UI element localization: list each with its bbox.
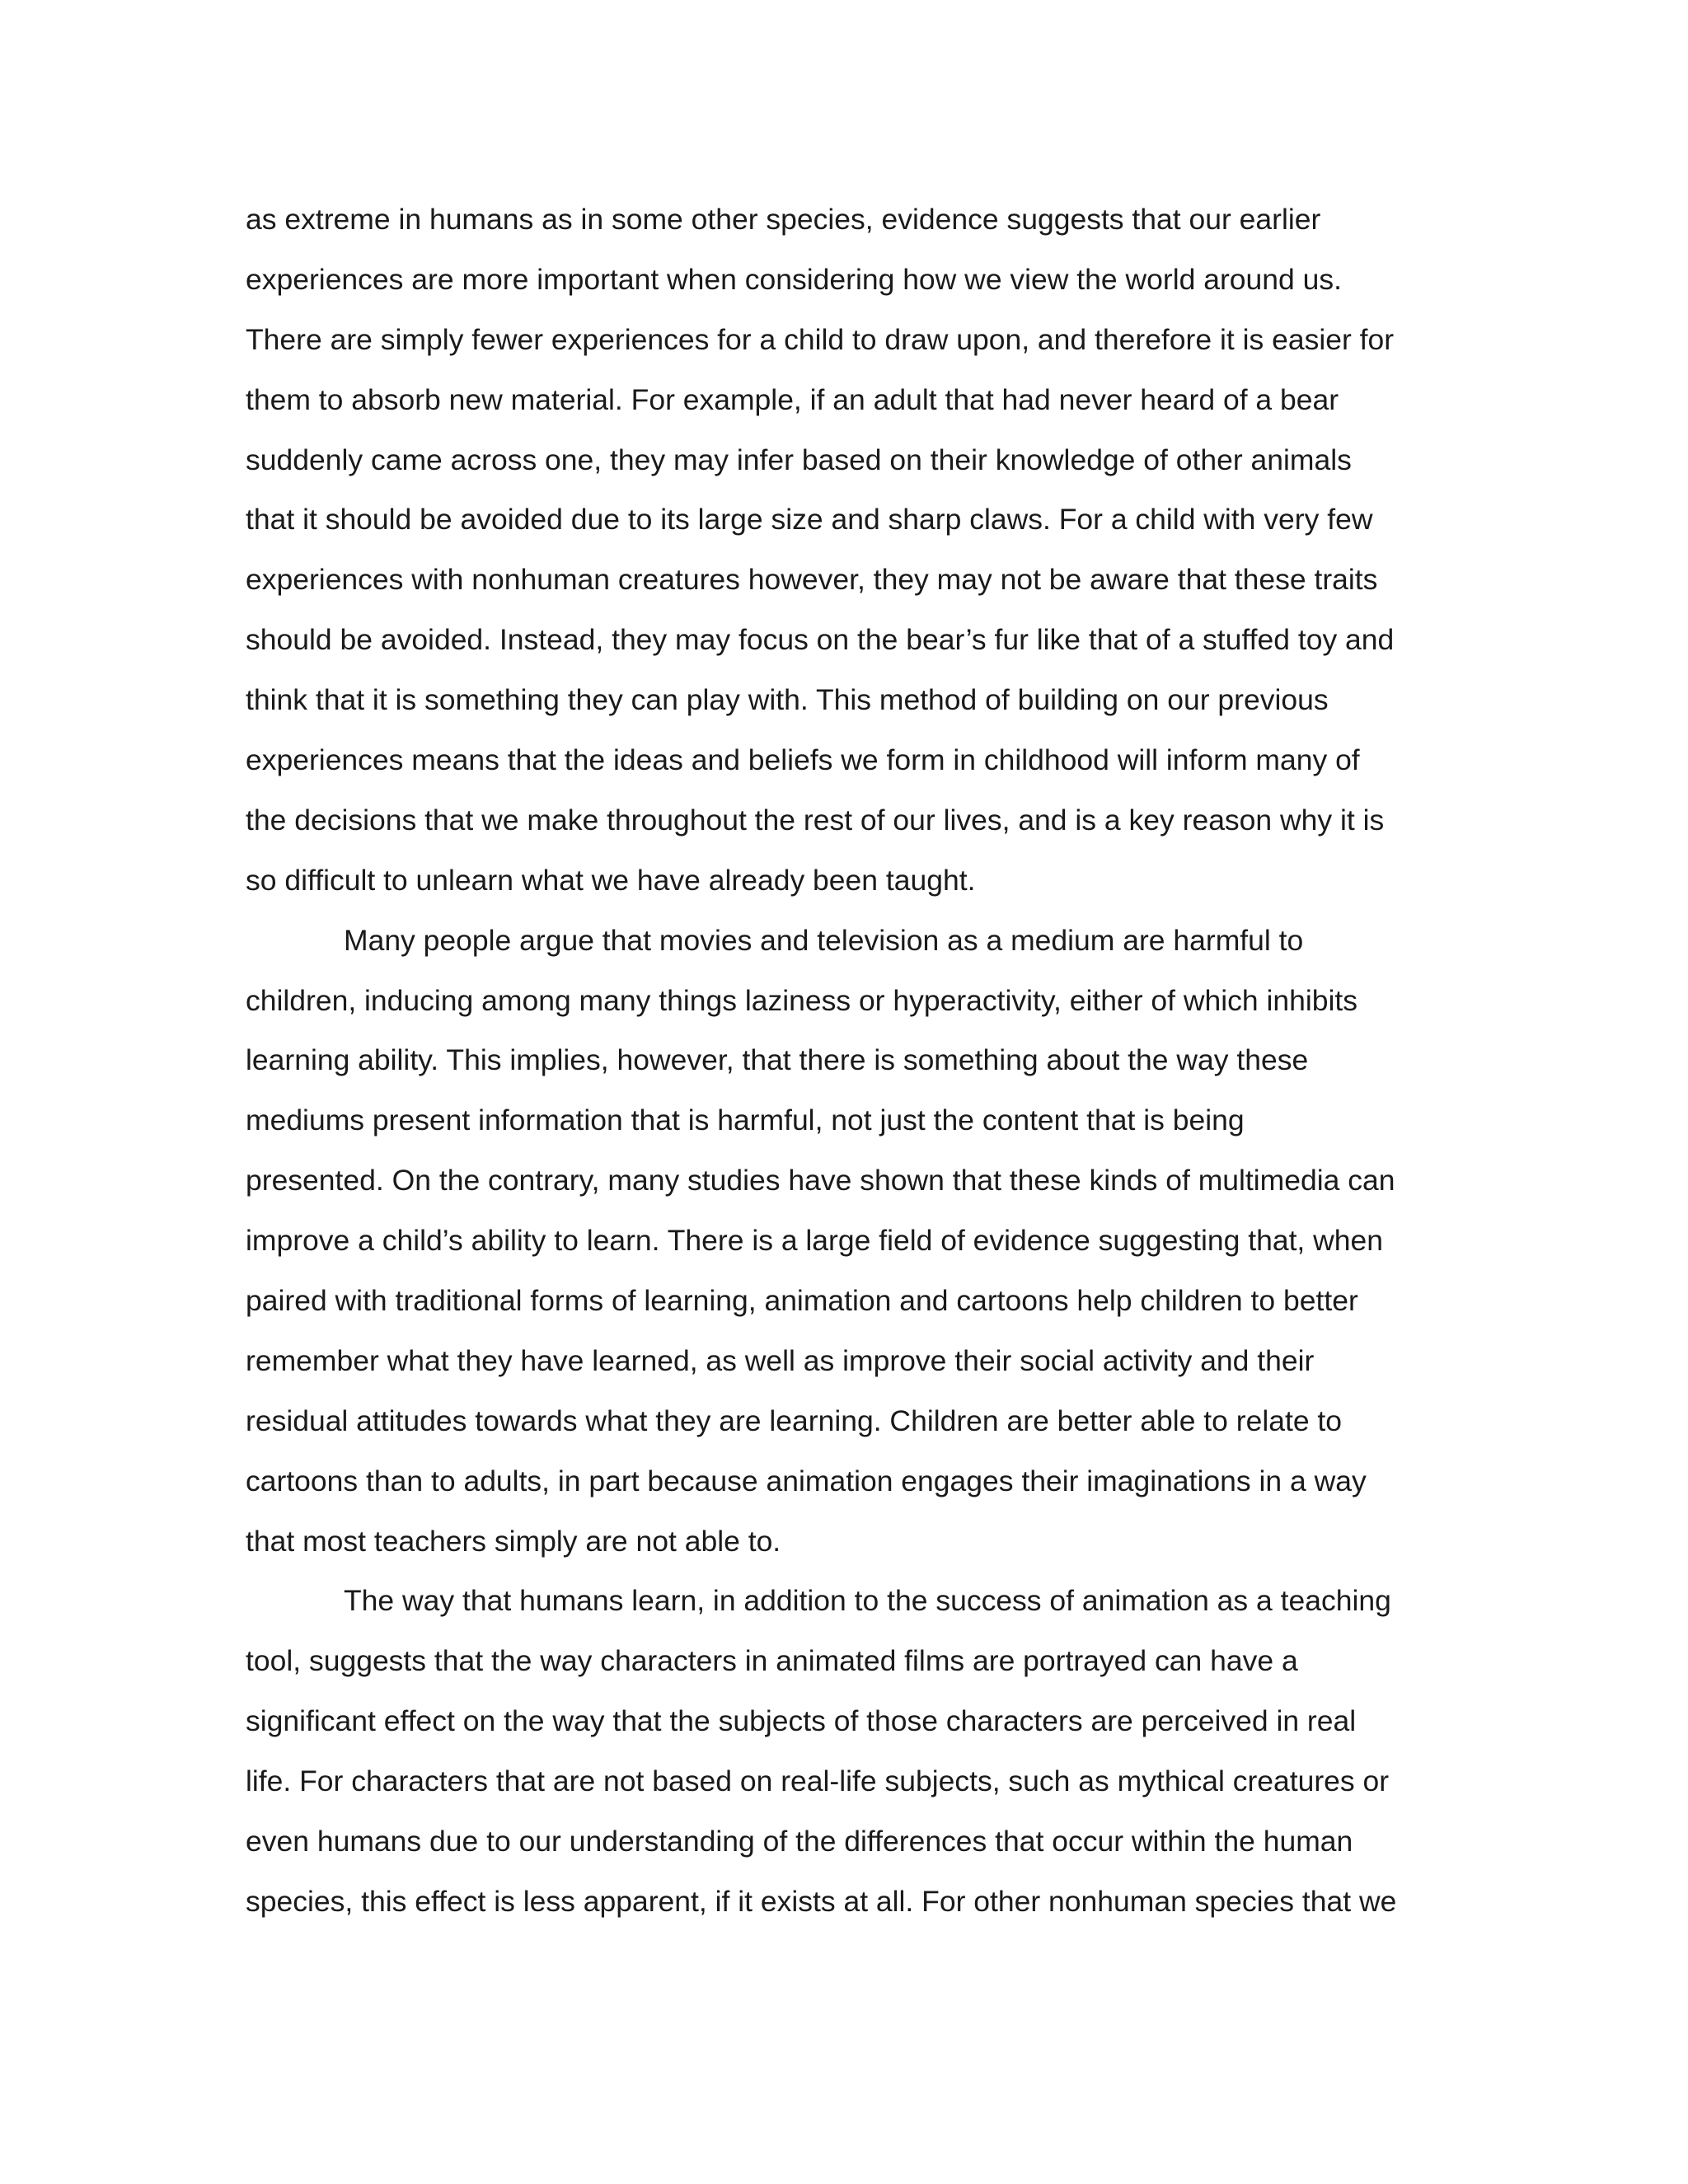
text-line: that it should be avoided due to its large size and sharp claws. For a child with very few [246, 503, 1373, 537]
text-line: even humans due to our understanding of the differences that occur within the human [246, 1825, 1353, 1858]
paragraph-first-line: The way that humans learn, in addition to the success of animation as a teaching [344, 1584, 1391, 1618]
text-line: think that it is something they can play with. This method of building on our previous [246, 683, 1329, 717]
text-line: cartoons than to adults, in part because animation engages their imaginations in a way [246, 1464, 1367, 1497]
text-line: experiences are more important when considering how we view the world around us. [246, 262, 1342, 296]
text-line: improve a child’s ability to learn. There is a large field of evidence suggesting that, when [246, 1224, 1384, 1258]
body-text [246, 195, 1449, 1938]
text-line: the decisions that we make throughout the rest of our lives, and is a key reason why it is [246, 803, 1385, 837]
text-line: should be avoided. Instead, they may focus on the bear’s fur like that of a stuffed toy and [246, 623, 1395, 657]
text-line: residual attitudes towards what they are learning. Children are better able to relate to [246, 1404, 1343, 1437]
text-line: paired with traditional forms of learning, animation and cartoons help children to better [246, 1284, 1358, 1318]
text-line: suddenly came across one, they may infer based on their knowledge of other animals [246, 443, 1352, 476]
text-line: significant effect on the way that the subjects of those characters are perceived in real [246, 1704, 1357, 1738]
text-line: learning ability. This implies, however, that there is something about the way these [246, 1043, 1309, 1077]
text-line: experiences means that the ideas and beliefs we form in childhood will inform many of [246, 743, 1360, 777]
text-line: life. For characters that are not based on real-life subjects, such as mythical creatures or [246, 1765, 1390, 1798]
text-line: remember what they have learned, as well as improve their social activity and their [246, 1343, 1315, 1377]
text-line: presented. On the contrary, many studies have shown that these kinds of multimedia can [246, 1164, 1395, 1197]
text-line: so difficult to unlearn what we have already been taught. [246, 863, 976, 897]
text-line: children, inducing among many things laziness or hyperactivity, either of which inhibits [246, 983, 1358, 1017]
text-line: them to absorb new material. For example, if an adult that had never heard of a bear [246, 382, 1339, 416]
text-line: tool, suggests that the way characters in animated films are portrayed can have a [246, 1644, 1298, 1678]
text-line: mediums present information that is harmful, not just the content that is being [246, 1104, 1245, 1137]
paragraph-first-line: Many people argue that movies and television as a medium are harmful to [344, 923, 1304, 957]
text-line: as extreme in humans as in some other species, evidence suggests that our earlier [246, 203, 1321, 236]
text-line: experiences with nonhuman creatures however, they may not be aware that these traits [246, 563, 1378, 597]
text-line: There are simply fewer experiences for a child to draw upon, and therefore it is easier for [246, 322, 1395, 356]
text-line: that most teachers simply are not able to. [246, 1524, 781, 1558]
text-line: species, this effect is less apparent, if it exists at all. For other nonhuman species that we [246, 1884, 1397, 1918]
